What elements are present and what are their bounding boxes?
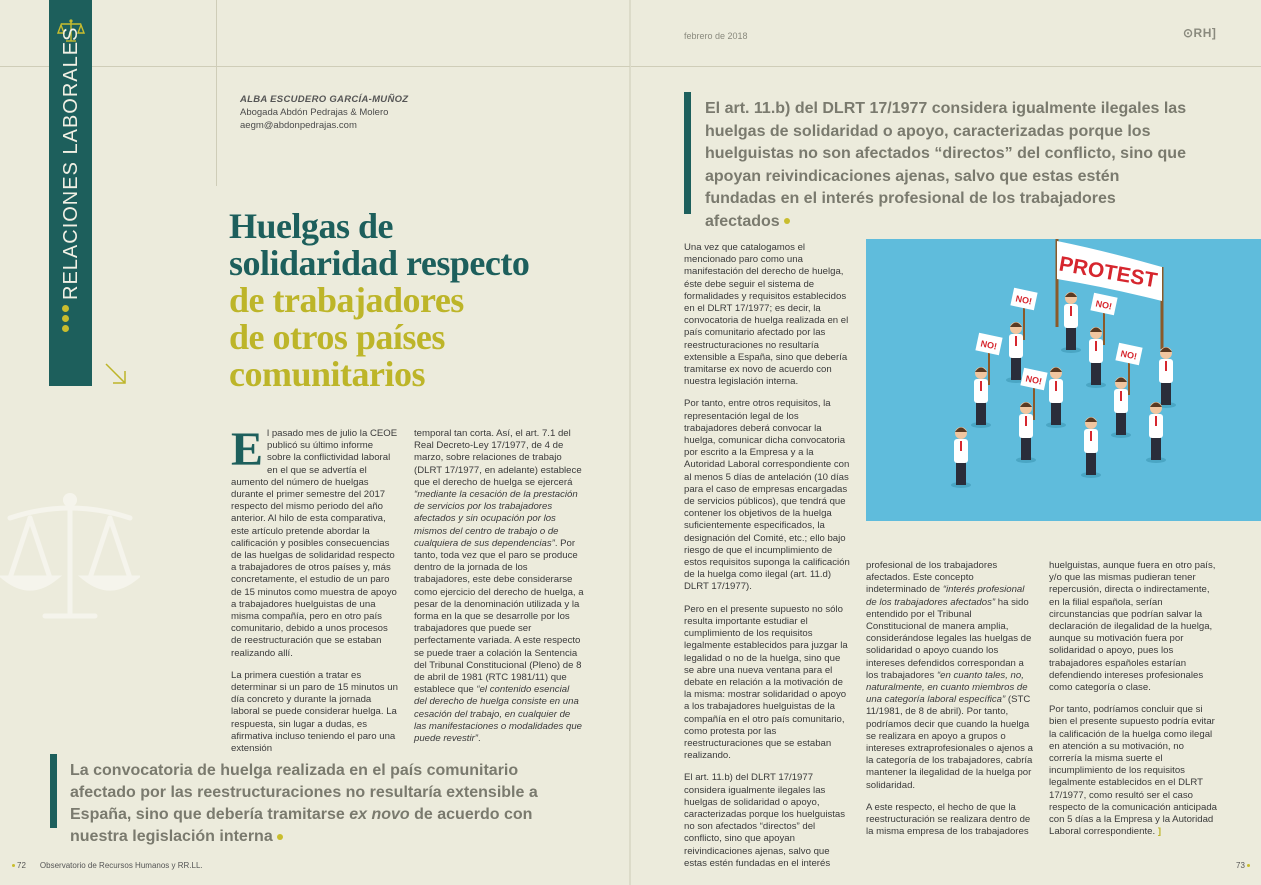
scales-watermark-icon <box>0 488 140 628</box>
title-line-4: de otros países <box>229 317 445 357</box>
end-dot <box>784 218 790 224</box>
quote-text: El art. 11.b) del DLRT 17/1977 considera igualmente ilegales las huelgas de solidaridad o apoyo, caracterizadas porque los huelguistas no son afectados “directos” del conflicto, sino que apoyan reivindicaciones ajenas, salvo que estas estén fundadas en el interés profesional de los trabajadores afectados <box>705 100 1187 230</box>
article-column-5 <box>1049 560 1219 848</box>
sign-text: NO! <box>979 338 998 352</box>
quote-italic: ex novo <box>349 806 410 823</box>
sign-text: NO! <box>1119 348 1138 362</box>
drop-cap: E <box>231 423 264 476</box>
paragraph: l pasado mes de julio la CEOE publicó su último informe sobre la conflictividad laboral en el que se advertía el aumento del número de huelgas durante el primer semestre del 2017 respecto del mismo periodo del año anterior. Al hilo de esta comparativa, este artículo pretende abordar la calificación y posibles consecuencias de las huelgas de solidaridad respecto a trabajadores de otros países y, más concretamente, el estudio de un paro de 15 minutos como muestra de apoyo a trabajadores huelguistas de una misma compañía, pero en otro país comunitario, debido a unos procesos de reestructuración que se estaban realizando allí. <box>231 428 398 659</box>
article-column-1 <box>231 423 399 765</box>
paragraph: huelguistas, aunque fuera en otro país, y/o que las mismas pudieran tener repercusión, directa o indirectamente, en la filial española, serían circunstancias que podrían salvar la declaración de ilegalidad de la huelga, aunque su motivación fuera por solidaridad o apoyo, pues los trabajadores españoles estarían defendiendo intereses profesionales como categoría o clase. <box>1049 560 1216 694</box>
publication-name: Observatorio de Recursos Humanos y RR.LL. <box>39 861 203 870</box>
paragraph: El art. 11.b) del DLRT 17/1977 considera igualmente ilegales las huelgas de solidaridad o apoyo, caracterizadas porque los huelguistas no son afectados “directos” del conflicto, sino que apoyan reivindicaciones ajenas, salvo que estas estén fundadas en el interés <box>684 772 846 869</box>
quote-run: “el contenido esencial del derecho de huelga consiste en una cesación del trabajo, en cualquier de las manifestaciones o modalidades que puede revestir” <box>414 684 582 745</box>
author-name: ALBA ESCUDERO GARCÍA-MUÑOZ <box>240 94 409 105</box>
text-run: . <box>478 733 481 745</box>
paragraph: Por tanto, entre otros requisitos, la representación legal de los trabajadores deberá convocar la huelga, comunicar dicha convocatoria por escrito a la Empresa y a la Autoridad Laboral correspondiente con al menos 5 días de antelación (10 días para el caso de empresas encargadas de servicios públicos), que tendrá que contener los objetivos de la huelga suficientemente especificados, la designación del Comité, etc.; ello bajo riesgo de que el incumplimiento de estos requisitos suponga la calificación de la huelga como ilegal (art. 11.d) DLRT 17/1977). <box>684 398 850 593</box>
header-rule-right <box>631 66 1261 67</box>
footer-right <box>1236 861 1252 870</box>
quote-run: “mediante la cesación de la prestación de servicios por los trabajadores afectados y sin ocupación por los mismos del centro de trabajo o de cualquiera de sus dependencias” <box>414 489 578 549</box>
page-number-right: 73 <box>1236 861 1245 870</box>
text-run: ha sido entendido por el Tribunal Constitucional de manera amplia, considerándose legales las huelgas de solidaridad o apoyo cuando los intereses defendidos correspondan a los trabajadores <box>866 596 1032 681</box>
section-label: RELACIONES LABORALES <box>60 26 82 300</box>
paragraph: Pero en el presente supuesto no sólo resulta importante estudiar el cumplimiento de los requisitos legalmente establecidos para juzgar la legalidad o no de la huelga, sino que se abre una nueva ventana para el debate en relación a la motivación de la misma: mostrar solidaridad o apoyo a los trabajadores huelguistas de la compañía en el otro país comunitario, como protesta por las reestructuraciones que se estaban realizando. <box>684 603 848 762</box>
sign-text: NO! <box>1024 373 1043 387</box>
header-rule-left-2 <box>216 66 630 67</box>
end-mark: ] <box>1157 826 1162 838</box>
author-block <box>240 93 408 132</box>
paragraph: Una vez que catalogamos el mencionado paro como una manifestación del derecho de huelga, éste debe seguir el sistema de formalidades y requisitos establecidos en el DLRT 17/1977; es decir, la convocatoria de huelga realizada en el país comunitario afectado por las reestructuraciones no resultaría extensible a España, sino que debería tramitarse ex novo de acuerdo con nuestra legislación interna. <box>684 242 849 388</box>
page-number-left: 72 <box>17 861 26 870</box>
banner-text: PROTEST <box>1057 252 1159 293</box>
title-line-2: solidaridad respecto <box>229 243 530 283</box>
magazine-logo: ⊙RH] <box>1183 26 1217 40</box>
text-run: (STC 11/1981, de 8 de abril). Por tanto, podríamos decir que cuando la huelga se realizara en apoyo a grupos o intereses extraprofesionales o ajenos a la categoría de los trabajadores, cabría mantener la ilegalidad de la huelga por solidaridad. <box>866 694 1033 791</box>
text-run: temporal tan corta. Así, el art. 7.1 del Real Decreto-Ley 17/1977, de 4 de marzo, sobre relaciones de trabajo (DLRT 17/1977, en adelante) establece que el derecho de huelga se ejercerá <box>414 428 582 488</box>
sign-text: NO! <box>1094 298 1113 312</box>
author-role: Abogada Abdón Pedrajas & Molero <box>240 107 389 118</box>
text-run: profesional de los trabajadores afectados. Este concepto indeterminado de <box>866 560 998 596</box>
paragraph: A este respecto, el hecho de que la reestructuración se realizara dentro de la misma empresa de los trabajadores <box>866 801 1031 838</box>
quote-run: “en cuanto tales, no, naturalmente, en cuanto miembros de una categoría laboral específica” <box>866 669 1028 706</box>
title-line-5: comunitarios <box>229 354 425 394</box>
article-column-4 <box>866 560 1034 848</box>
pull-quote-left <box>50 754 585 845</box>
protest-illustration <box>866 239 1261 521</box>
footer-left <box>12 861 203 870</box>
sidebar-dots <box>60 305 72 335</box>
article-column-2 <box>414 428 584 755</box>
quote-run: “interés profesional de los trabajadores afectados” <box>866 584 1025 608</box>
arrow-down-right-icon <box>104 362 128 386</box>
title-line-1: Huelgas de <box>229 206 394 246</box>
paragraph: La primera cuestión a tratar es determinar si un paro de 15 minutos un día concreto y durante la jornada laboral se puede considerar huelga. La respuesta, sin lugar a dudas, es afirmativa incluso teniendo el paro una extensión <box>231 669 398 755</box>
text-run: . Por tanto, toda vez que el paro se produce dentro de la jornada de los trabajadores, este debe considerarse como ejercicio del derecho de huelga, a pesar de la denominación utilizada y la forma en la que se desarrolle por los trabajadores que puede ser perfectamente variada. A este respecto se puede traer a colación la Sentencia del Tribunal Constitucional (Pleno) de 8 de abril de 1981 (RTC 1981/11) que establece que <box>414 537 584 696</box>
sign-text: NO! <box>1014 293 1033 307</box>
end-dot <box>277 834 283 840</box>
article-column-3 <box>684 242 852 880</box>
author-email[interactable]: aegm@abdonpedrajas.com <box>240 120 357 131</box>
article-title <box>229 208 529 393</box>
author-divider <box>216 66 217 186</box>
quote-text: de acuerdo con nuestra legislación interna <box>70 806 533 845</box>
quote-text: La convocatoria de huelga realizada en el país comunitario afectado por las reestructuraciones no resultaría extensible a España, sino que debería tramitarse <box>70 762 538 823</box>
page-gutter <box>629 0 631 885</box>
title-line-3: de trabajadores <box>229 280 464 320</box>
header-divider <box>216 0 217 66</box>
issue-date: febrero de 2018 <box>684 31 748 41</box>
pull-quote-right <box>684 92 1194 230</box>
paragraph: Por tanto, podríamos concluir que si bien el presente supuesto podría evitar la calificación de la huelga como ilegal en atención a su motivación, no correría la misma suerte el incumplimiento de los requisitos legalmente establecidos en el DLRT 17/1977, como resultó ser el caso respecto de la comunicación anticipada con 5 días a la Empresa y la Autoridad Laboral correspondiente. <box>1049 704 1217 838</box>
header-rule-left <box>0 66 216 67</box>
